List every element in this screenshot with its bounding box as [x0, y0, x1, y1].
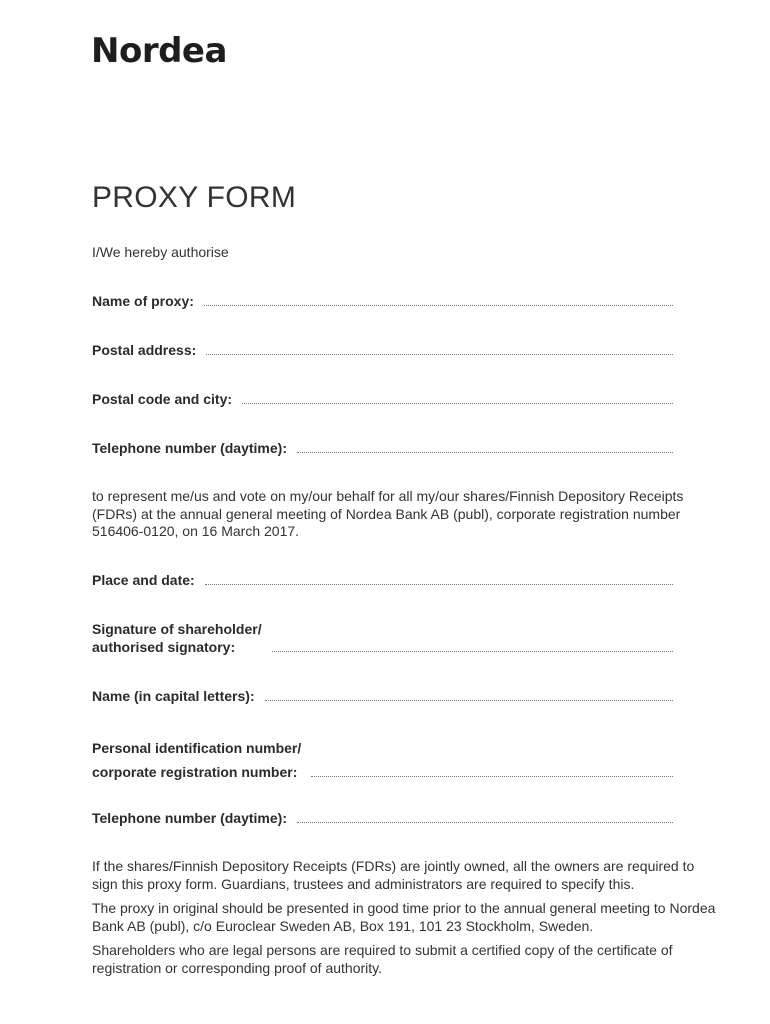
fill-line[interactable]: [297, 821, 673, 823]
signature-field[interactable]: [92, 620, 673, 656]
intro-text: I/We hereby authorise: [92, 244, 229, 260]
field-label: Telephone number (daytime):: [92, 440, 287, 456]
page-title: PROXY FORM: [92, 181, 297, 214]
name-of-proxy-field[interactable]: [92, 292, 673, 310]
fill-line[interactable]: [206, 353, 673, 355]
proxy-telephone-field[interactable]: [92, 439, 673, 457]
field-label: Postal address:: [92, 342, 197, 358]
place-and-date-field[interactable]: [92, 571, 673, 589]
authorisation-paragraph: to represent me/us and vote on my/our behalf for all my/our shares/Finnish Depository Receipts (FDRs) at the annual general meeting of Nordea Bank AB (publ), corporate registration number 516406-0120, on 16 March 2017.: [92, 488, 684, 539]
identification-number-field[interactable]: [92, 736, 673, 784]
nordea-logo: Nordea: [91, 31, 227, 71]
postal-address-field[interactable]: [92, 341, 673, 359]
field-label: Place and date:: [92, 572, 195, 588]
fill-line[interactable]: [297, 451, 673, 453]
name-capitals-field[interactable]: [92, 687, 673, 705]
note-legal-persons: Shareholders who are legal persons are required to submit a certified copy of the certificate of registration or corresponding proof of authority.: [92, 942, 673, 976]
field-label: Name (in capital letters):: [92, 688, 255, 704]
fill-line[interactable]: [242, 402, 673, 404]
field-label: Postal code and city:: [92, 391, 233, 407]
fill-line[interactable]: [204, 304, 673, 306]
id-label-line2: corporate registration number:: [92, 764, 298, 780]
shareholder-telephone-field[interactable]: [92, 809, 673, 827]
field-label: Name of proxy:: [92, 293, 194, 309]
postal-code-city-field[interactable]: [92, 390, 673, 408]
signature-label-line1: Signature of shareholder/: [92, 621, 262, 637]
id-label-line1: Personal identification number/: [92, 740, 302, 756]
note-joint-ownership: If the shares/Finnish Depository Receipts (FDRs) are jointly owned, all the owners are required to sign this proxy form. Guardians, trustees and administrators are required to specify this.: [92, 858, 695, 892]
fill-line[interactable]: [265, 699, 673, 701]
signature-label-line2: authorised signatory:: [92, 639, 236, 655]
field-label: [92, 736, 301, 784]
fill-line[interactable]: [205, 583, 673, 585]
field-label: Telephone number (daytime):: [92, 810, 287, 826]
field-label: [92, 620, 262, 656]
fill-line[interactable]: [272, 650, 673, 652]
note-submission-address: The proxy in original should be presented in good time prior to the annual general meeting to Nordea Bank AB (publ), c/o Euroclear Sweden AB, Box 191, 101 23 Stockholm, Sweden.: [92, 900, 716, 934]
fill-line[interactable]: [311, 775, 673, 777]
